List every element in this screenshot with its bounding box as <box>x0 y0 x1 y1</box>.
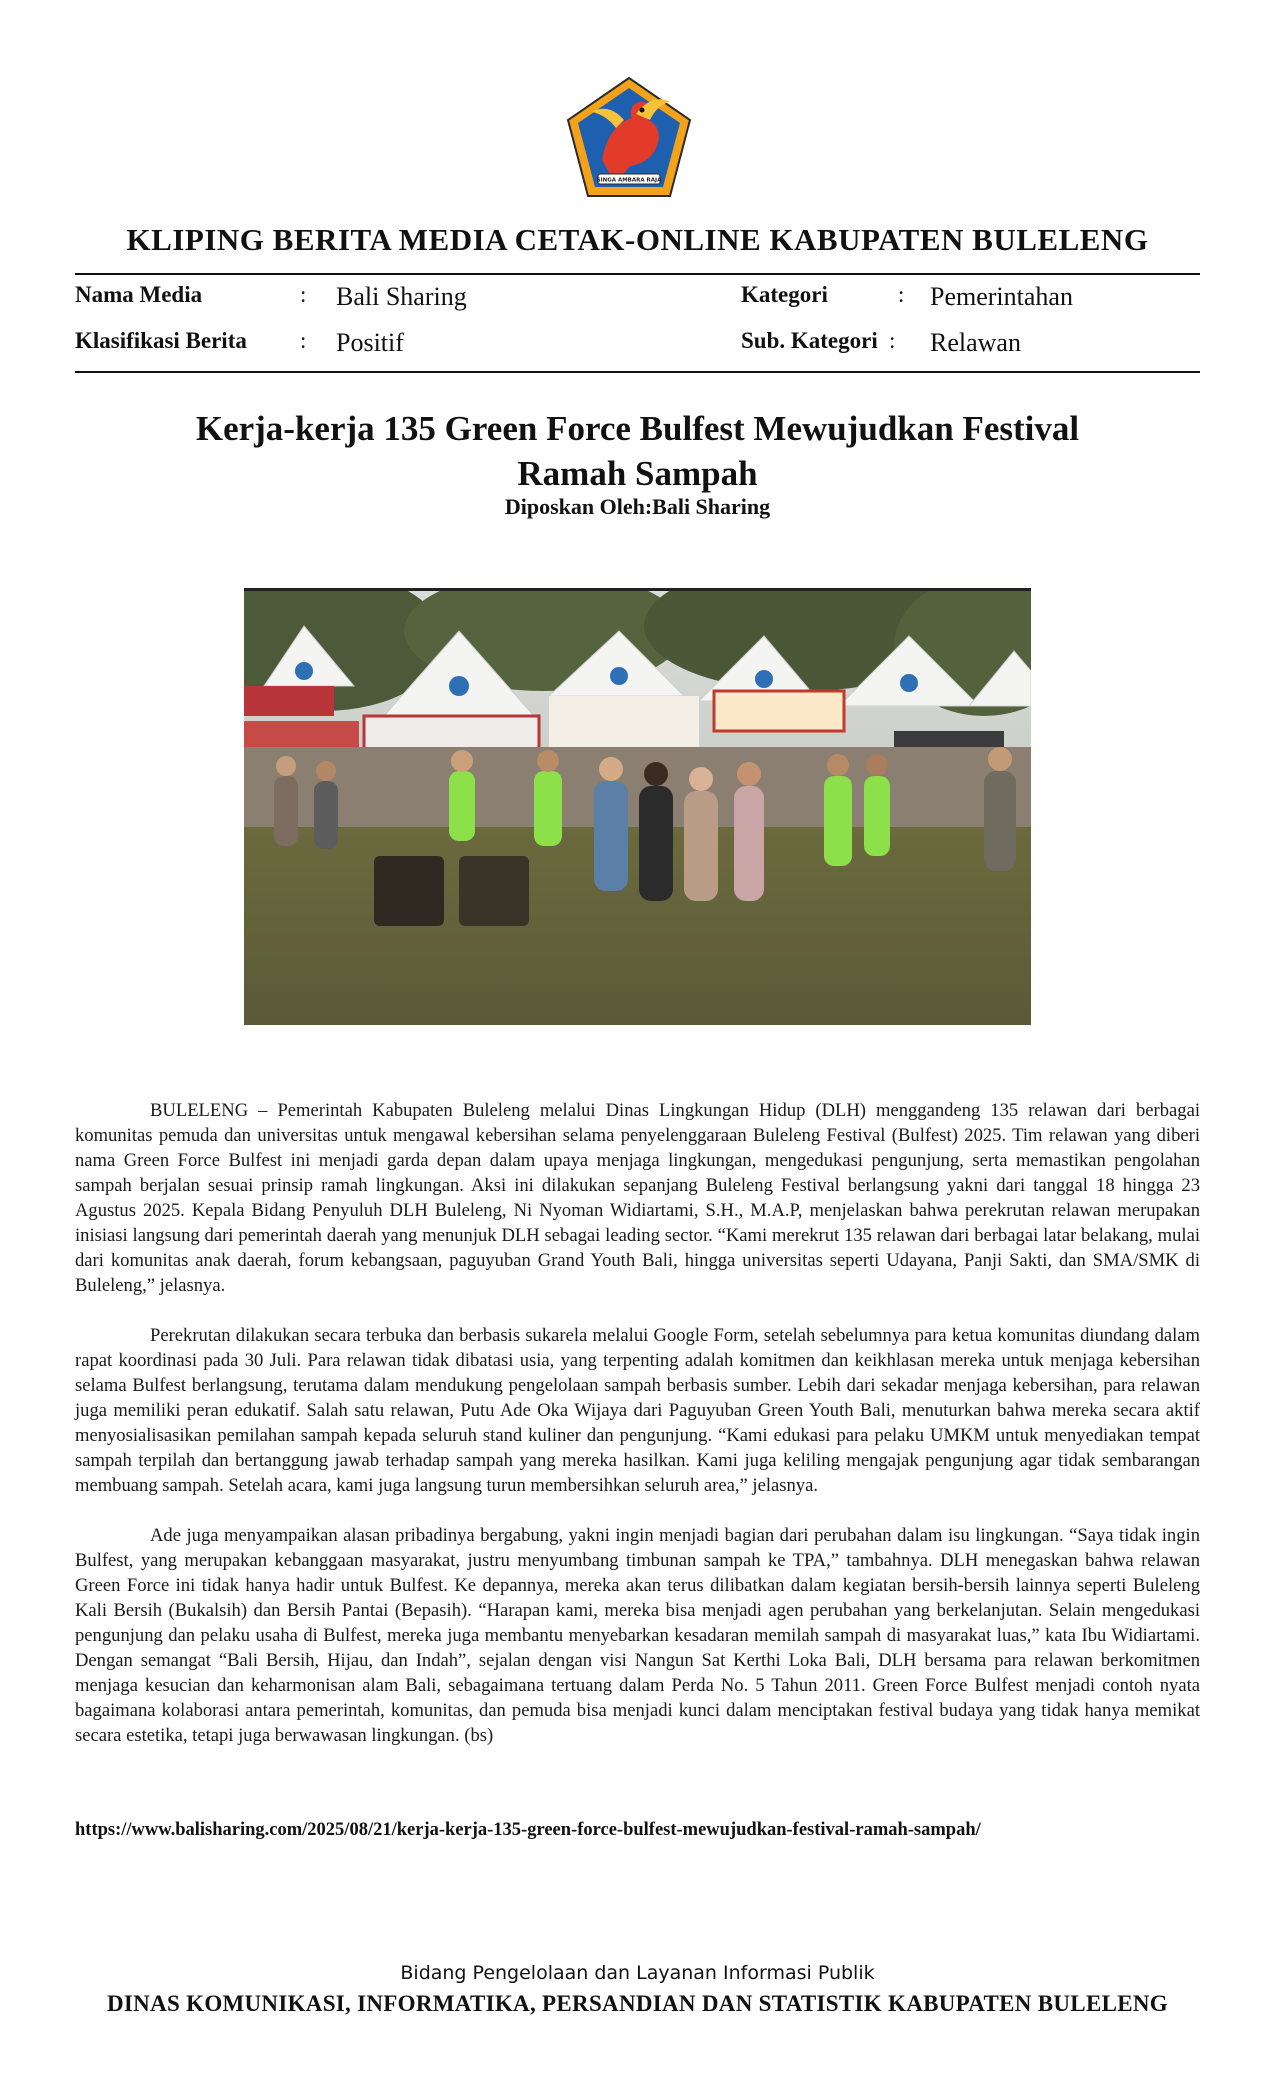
clipping-header-title: KLIPING BERITA MEDIA CETAK-ONLINE KABUPATEN BULELENG <box>126 222 1149 257</box>
logo-motto: SINGA AMBARA RAJA <box>596 177 662 184</box>
media-colon: : <box>300 282 307 307</box>
article-body <box>75 1098 1200 1773</box>
category-label: Kategori <box>741 282 828 307</box>
buleleng-emblem-logo <box>562 74 696 200</box>
subcategory-value: Relawan <box>930 328 1021 357</box>
category-value: Pemerintahan <box>930 282 1073 311</box>
footer-agency: DINAS KOMUNIKASI, INFORMATIKA, PERSANDIAN DAN STATISTIK KABUPATEN BULELENG <box>107 1991 1168 2016</box>
article-byline: Diposkan Oleh:Bali Sharing <box>504 494 771 519</box>
footer-division: Bidang Pengelolaan dan Layanan Informasi Publik <box>400 1962 875 1984</box>
article-paragraph: Perekrutan dilakukan secara terbuka dan berbasis sukarela melalui Google Form, setelah sebelumnya para ketua komunitas diundang dalam rapat koordinasi pada 30 Juli. Para relawan tidak dibatasi usia, yang terpenting adalah komitmen dan keikhlasan mereka untuk menjaga kebersihan selama Bulfest berlangsung, terutama dalam mendukung pengelolaan sampah berbasis sumber. Lebih dari sekadar menjaga kebersihan, para relawan juga memiliki peran edukatif. Salah satu relawan, Putu Ade Oka Wijaya dari Paguyuban Green Youth Bali, menuturkan bahwa mereka secara aktif menyosialisasikan pemilahan sampah kepada seluruh stand kuliner dan pengunjung. “Kami edukasi para pelaku UMKM untuk menyediakan tempat sampah terpilah dan bertanggung jawab terhadap sampah yang mereka hasilkan. Kami juga keliling mengajak pengunjung agar tidak sembarangan membuang sampah. Setelah acara, kami juga langsung turun membersihkan seluruh area,” jelasnya. <box>75 1325 1200 1496</box>
buleleng-regency-emblem-icon <box>562 74 696 200</box>
subcategory-label: Sub. Kategori <box>741 328 878 353</box>
classification-colon: : <box>300 328 307 353</box>
header-top-rule <box>75 273 1200 275</box>
article-paragraph: Ade juga menyampaikan alasan pribadinya bergabung, yakni ingin menjadi bagian dari perubahan dalam isu lingkungan. “Saya tidak ingin Bulfest, yang merupakan kebanggaan masyarakat, justru menyumbang timbunan sampah ke TPA,” tambahnya. DLH menegaskan bahwa relawan Green Force ini tidak hanya hadir untuk Bulfest. Ke depannya, mereka akan terus dilibatkan dalam kegiatan bersih-bersih lainnya seperti Buleleng Kali Bersih (Bukalsih) dan Bersih Pantai (Bepasih). “Harapan kami, mereka bisa menjadi agen perubahan yang berkelanjutan. Selain mengedukasi pengunjung dan pelaku usaha di Bulfest, mereka juga membantu menyebarkan kesadaran memilah sampah di masyarakat luas,” kata Ibu Widiartami. Dengan semangat “Bali Bersih, Hijau, dan Indah”, sejalan dengan visi Nangun Sat Kerthi Loka Bali, DLH bersama para relawan berkomitmen menjaga kesucian dan keharmonisan alam Bali, sebagaimana tertuang dalam Perda No. 5 Tahun 2011. Green Force Bulfest menjadi contoh nyata bagaimana kolaborasi antara pemerintah, komunitas, dan pemuda bisa menjadi kunci dalam menciptakan festival budaya yang tidak hanya memikat secara estetika, tetapi juga berwawasan lingkungan. (bs) <box>75 1525 1200 1746</box>
media-label: Nama Media <box>75 282 203 307</box>
article-paragraph: BULELENG – Pemerintah Kabupaten Buleleng melalui Dinas Lingkungan Hidup (DLH) menggandeng 135 relawan dari berbagai komunitas pemuda dan universitas untuk mengawal kebersihan selama penyelenggaraan Buleleng Festival (Bulfest) 2025. Tim relawan yang diberi nama Green Force Bulfest ini menjadi garda depan dalam upaya menjaga lingkungan, mengedukasi pengunjung, serta memastikan pengolahan sampah berjalan sesuai prinsip ramah lingkungan. Aksi ini dilakukan sepanjang Buleleng Festival berlangsung yakni dari tanggal 18 hingga 23 Agustus 2025. Kepala Bidang Penyuluh DLH Buleleng, Ni Nyoman Widiartami, S.H., M.A.P, menjelaskan bahwa perekrutan relawan merupakan inisiasi langsung dari pemerintah daerah yang menunjuk DLH sebagai leading sector. “Kami merekrut 135 relawan dari berbagai latar belakang, mulai dari komunitas anak daerah, forum kebangsaan, paguyuban Grand Youth Bali, hingga universitas seperti Udayana, Panji Sakti, dan SMA/SMK di Buleleng,” jelasnya. <box>75 1100 1200 1296</box>
media-value: Bali Sharing <box>336 282 467 311</box>
classification-value: Positif <box>336 328 404 357</box>
category-colon: : <box>898 282 905 307</box>
header-bottom-rule <box>75 371 1200 373</box>
classification-label: Klasifikasi Berita <box>75 328 247 353</box>
festival-tents-volunteers-photo <box>244 591 1031 1025</box>
subcategory-colon: : <box>889 328 896 353</box>
article-title: Kerja-kerja 135 Green Force Bulfest Mewujudkan Festival Ramah Sampah <box>195 409 1080 493</box>
article-photo <box>244 588 1031 1028</box>
source-url-link[interactable]: https://www.balisharing.com/2025/08/21/kerja-kerja-135-green-force-bulfest-mewujudkan-festival-ramah-sampah/ <box>75 1820 981 1840</box>
